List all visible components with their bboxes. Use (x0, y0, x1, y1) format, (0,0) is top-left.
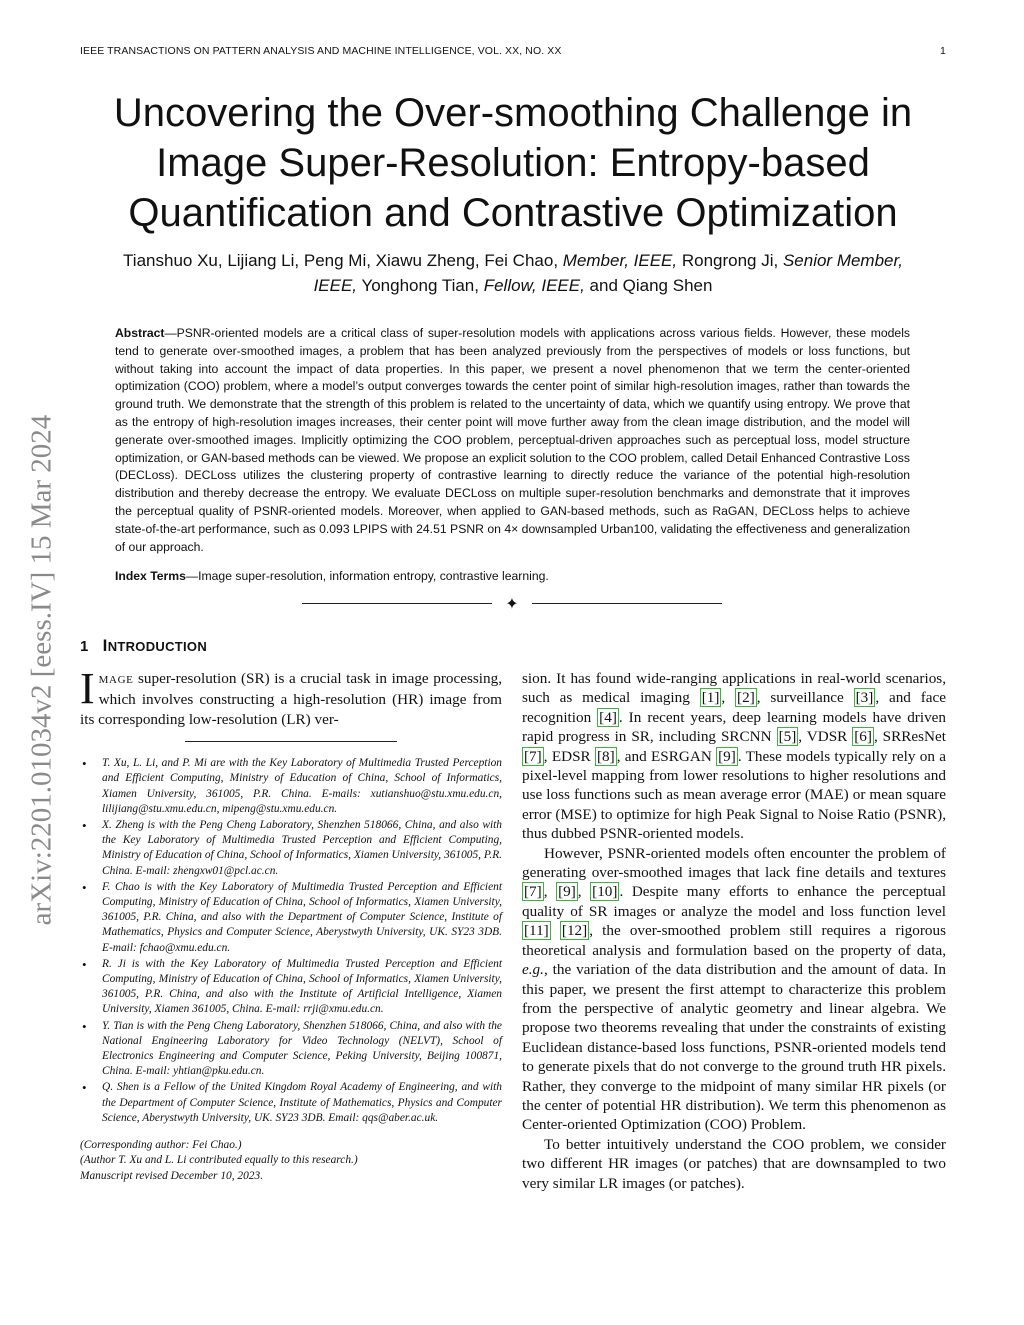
text-run-italic: e.g. (522, 961, 544, 979)
correspondence-notes (80, 1138, 502, 1184)
running-head (80, 45, 946, 57)
citation-link[interactable]: [8] (596, 747, 615, 765)
paragraph-1 (522, 669, 946, 844)
footnote-text: R. Ji is with the Key Laboratory of Multimedia Trusted Perception and Efficient Computing, Ministry of Education of China, School of Informatics, Xiamen University, 361005, P.R. China, and also with the Institute of Artificial Intelligence, Xiamen University, Xiamen 361005, China. E-mail: rrji@xmu.edu.cn. (102, 957, 502, 1016)
text-run: . Despite many efforts to enhance the perceptual quality of SR images or analyze the model and loss function level (522, 883, 947, 920)
text-run: , and face recognition (522, 689, 947, 726)
drop-cap: I (80, 664, 95, 713)
index-terms-label: Index Terms (115, 569, 186, 583)
authors-text-4: and Qiang Shen (584, 276, 713, 295)
index-terms (115, 569, 910, 583)
abstract-text: —PSNR-oriented models are a critical class of super-resolution models with applications across various fields. However, these models tend to generate over-smoothed images, a problem that has been analyzed previously from the perspectives of models or loss functions, but without taking into account the impact of data properties. In this paper, we present a novel phenomenon that we term the center-oriented optimization (COO) problem, where a model’s output converges towards the center point of similar high-resolution images, rather than towards the ground truth. We demonstrate that the strength of this problem is related to the uncertainty of data, which we quantify using entropy. We prove that as the entropy of high-resolution images increases, their center point will move further away from the clean image distribution, and the model will generate over-smoothed images. Implicitly optimizing the COO problem, perceptual-driven approaches such as perceptual loss, model structure optimization, or GAN-based methods can be viewed. We propose an explicit solution to the COO problem, called Detail Enhanced Contrastive Loss (DECLoss). DECLoss utilizes the clustering property of contrastive learning to directly reduce the variance of the potential high-resolution distribution and thereby decrease the entropy. We evaluate DECLoss on multiple super-resolution benchmarks and demonstrate that it improves the perceptual quality of PSNR-oriented models. Moreover, when applied to GAN-based methods, such as RaGAN, DECLoss helps to achieve state-of-the-art performance, such as 0.093 LPIPS with 24.51 PSNR on 4× downsampled Urban100, validating the effectiveness and generalization of our approach. (115, 326, 910, 554)
authors-text-1: Tianshuo Xu, Lijiang Li, Peng Mi, Xiawu Zheng, Fei Chao, (123, 251, 563, 270)
citation-link[interactable]: [10] (592, 883, 618, 901)
authors-role-1: Member, IEEE, (562, 251, 678, 270)
text-run: , surveillance (756, 689, 854, 707)
manuscript-revised: Manuscript revised December 10, 2023. (80, 1169, 264, 1182)
separator-star-icon: ✦ (505, 596, 519, 613)
footnote-text: T. Xu, L. Li, and P. Mi are with the Key Laboratory of Multimedia Trusted Perception and Efficient Computing, Ministry of Education of China, School of Informatics, Xiamen University, 361005, P.R. China. E-mails: xutianshuo@stu.xmu.edu.cn, lilijiang@stu.xmu.edu.cn, mipeng@stu.xmu.edu.cn. (102, 757, 502, 815)
footnote-item: • Y. Tian is with the Peng Cheng Laboratory, Shenzhen 518066, China, and also with the National Engineering Laboratory for Video Technology (NELVT), School of Electronics Engineering and Computer Science, Peking University, Beijing 100871, China. E-mail: yhtian@pku.edu.cn. (82, 1018, 502, 1078)
citation-link[interactable]: [2] (737, 689, 755, 707)
corresponding-author: (Corresponding author: Fei Chao.) (80, 1139, 242, 1152)
arxiv-stamp (16, 350, 68, 990)
journal-name: IEEE TRANSACTIONS ON PATTERN ANALYSIS AND MACHINE INTELLIGENCE, VOL. XX, NO. XX (80, 45, 562, 57)
text-run: , the variation of the data distribution and the amount of data. In this paper, we present the first attempt to characterize this problem from the perspective of analytic geometry and linear algebra. We propose two theorems revealing that under the constraints of existing Euclidean distance-based loss functions, PSNR-oriented models tend to generate pixels that do not converge to the ground truth HR pixels. Rather, they converge to the midpoint of many similar HR pixels (or the center of potential HR distribution). We term this phenomenon as Center-oriented Optimization (COO) Problem. (522, 961, 946, 1134)
text-run: , SRResNet (873, 728, 946, 746)
authors-role-3: Fellow, IEEE, (483, 276, 585, 295)
citation-link[interactable]: [5] (778, 728, 797, 746)
authors-text-3: Yonghong Tian, (357, 276, 484, 295)
right-column (522, 669, 946, 1193)
authors-role-2: Senior Member, IEEE, (313, 251, 903, 295)
equal-contribution: (Author T. Xu and L. Li contributed equally to this research.) (80, 1154, 358, 1167)
citation-link[interactable]: [12] (561, 922, 588, 940)
citation-link[interactable]: [4] (599, 708, 617, 726)
footnote-text: F. Chao is with the Key Laboratory of Multimedia Trusted Perception and Efficient Computing, Ministry of Education of China, School of Informatics, Xiamen University, 361005, P.R. China, and also with the Department of Computer Science, Institute of Mathematics, Physics and Computer Science, Aberystwyth University, UK. SY23 3DB. E-mail: fchao@xmu.edu.cn. (102, 880, 502, 954)
footnote-text: Q. Shen is a Fellow of the United Kingdom Royal Academy of Engineering, and with the Department of Computer Science, Institute of Mathematics, Physics and Computer Science, Aberystwyth University, UK. SY23 3DB. Email: qqs@aber.ac.uk. (102, 1081, 502, 1124)
separator-line-right (532, 603, 722, 604)
citation-link[interactable]: [7] (524, 747, 542, 765)
title-line-3: Quantification and Contrastive Optimization (128, 191, 898, 235)
paragraph-3: To better intuitively understand the COO problem, we consider two different HR images (or patches) that are downsampled to two very similar LR images (or patches). (522, 1135, 946, 1192)
citation-link[interactable]: [1] (701, 689, 720, 707)
page-number: 1 (940, 45, 946, 57)
paper-title (80, 88, 946, 238)
text-run: , and ESRGAN (616, 747, 717, 765)
text-run: , VDSR (798, 728, 853, 746)
citation-link[interactable]: [7] (524, 883, 542, 901)
citation-link[interactable]: [3] (855, 689, 874, 707)
section-number: 1 (80, 638, 89, 655)
text-run (551, 922, 560, 939)
footnote-rule (185, 741, 397, 742)
text-run: . In recent years, deep learning models have driven rapid progress in SR, including SRCNN (522, 708, 947, 746)
text-run: sion. It has found wide-ranging applications in real-world scenarios, such as medical imaging (522, 670, 946, 707)
section-title-rest: NTRODUCTION (107, 639, 208, 654)
text-run: , (721, 689, 736, 707)
text-run: , (543, 883, 557, 901)
title-line-1: Uncovering the Over-smoothing Challenge in (113, 91, 913, 135)
abstract (115, 325, 910, 556)
text-run: . These models typically rely on a pixel-level mapping from lower resolutions to higher resolutions and use loss functions such as mean average error (MAE) or mean square error (MSE) to optimize for high Peak Signal to Noise Ratio (PSNR), thus dubbed PSNR-oriented models. (522, 747, 947, 843)
text-run: , (577, 883, 591, 901)
citation-link[interactable]: [6] (854, 728, 872, 746)
section-heading (80, 636, 207, 656)
separator-line-left (302, 603, 492, 604)
intro-paragraph (80, 664, 502, 729)
citation-link[interactable]: [11] (524, 922, 549, 940)
footnote-item: • R. Ji is with the Key Laboratory of Multimedia Trusted Perception and Efficient Computing, Ministry of Education of China, School of Informatics, Xiamen University, 361005, P.R. China, and also with the Institute of Artificial Intelligence, Xiamen University, Xiamen 361005, China. E-mail: rrji@xmu.edu.cn. (82, 956, 502, 1016)
intro-smallcaps: MAGE (98, 674, 134, 686)
index-terms-text: —Image super-resolution, information entropy, contrastive learning. (185, 569, 549, 583)
abstract-label: Abstract (115, 326, 165, 340)
section-title-initial: I (102, 636, 108, 655)
footnote-item: • T. Xu, L. Li, and P. Mi are with the Key Laboratory of Multimedia Trusted Perception and Efficient Computing, Ministry of Education of China, School of Informatics, Xiamen University, 361005, P.R. China. E-mails: xutianshuo@stu.xmu.edu.cn, lilijiang@stu.xmu.edu.cn, mipeng@stu.xmu.edu.cn. (82, 756, 502, 815)
intro-text: super-resolution (SR) is a crucial task in image processing, which involves constructing a high-resolution (HR) image from its corresponding low-resolution (LR) ver- (80, 670, 502, 728)
title-line-2: Image Super-Resolution: Entropy-based (156, 141, 870, 185)
text-run: , EDSR (543, 747, 595, 765)
citation-link[interactable]: [9] (718, 747, 736, 765)
text-run: However, PSNR-oriented models often encounter the problem of generating over-smoothed images that lack fine details and textures (522, 844, 946, 882)
footnote-text: X. Zheng is with the Peng Cheng Laboratory, Shenzhen 518066, China, and also with the Key Laboratory of Multimedia Trusted Perception and Efficient Computing, Ministry of Education of China, School of Informatics, Xiamen University, 361005, P.R. China. E-mail: zhengxw01@pcl.ac.cn. (102, 819, 503, 877)
arxiv-stamp-text: arXiv:2201.01034v2 [eess.IV] 15 Mar 2024 (25, 414, 58, 926)
text-run: , the over-smoothed problem still requires a rigorous theoretical analysis and formulation based on the property of data, (522, 922, 947, 959)
footnote-item: • X. Zheng is with the Peng Cheng Laboratory, Shenzhen 518066, China, and also with the Key Laboratory of Multimedia Trusted Perception and Efficient Computing, Ministry of Education of China, School of Informatics, Xiamen University, 361005, P.R. China. E-mail: zhengxw01@pcl.ac.cn. (82, 818, 503, 877)
paragraph-2 (522, 844, 946, 1135)
authors-text-2: Rongrong Ji, (677, 251, 783, 270)
author-list (110, 248, 916, 298)
footnote-item: • Q. Shen is a Fellow of the United Kingdom Royal Academy of Engineering, and with the Department of Computer Science, Institute of Mathematics, Physics and Computer Science, Aberystwyth University, UK. SY23 3DB. Email: qqs@aber.ac.uk. (82, 1080, 502, 1124)
citation-link[interactable]: [9] (558, 883, 576, 901)
affiliation-footnotes (80, 756, 502, 1126)
left-column (80, 664, 503, 1184)
section-separator (302, 596, 722, 612)
footnote-text: Y. Tian is with the Peng Cheng Laboratory, Shenzhen 518066, China, and also with the National Engineering Laboratory for Video Technology (NELVT), School of Electronics Engineering and Computer Science, Peking University, Beijing 100871, China. E-mail: yhtian@pku.edu.cn. (102, 1019, 502, 1078)
footnote-item: • F. Chao is with the Key Laboratory of Multimedia Trusted Perception and Efficient Computing, Ministry of Education of China, School of Informatics, Xiamen University, 361005, P.R. China, and also with the Department of Computer Science, Institute of Mathematics, Physics and Computer Science, Aberystwyth University, UK. SY23 3DB. E-mail: fchao@xmu.edu.cn. (82, 879, 502, 954)
